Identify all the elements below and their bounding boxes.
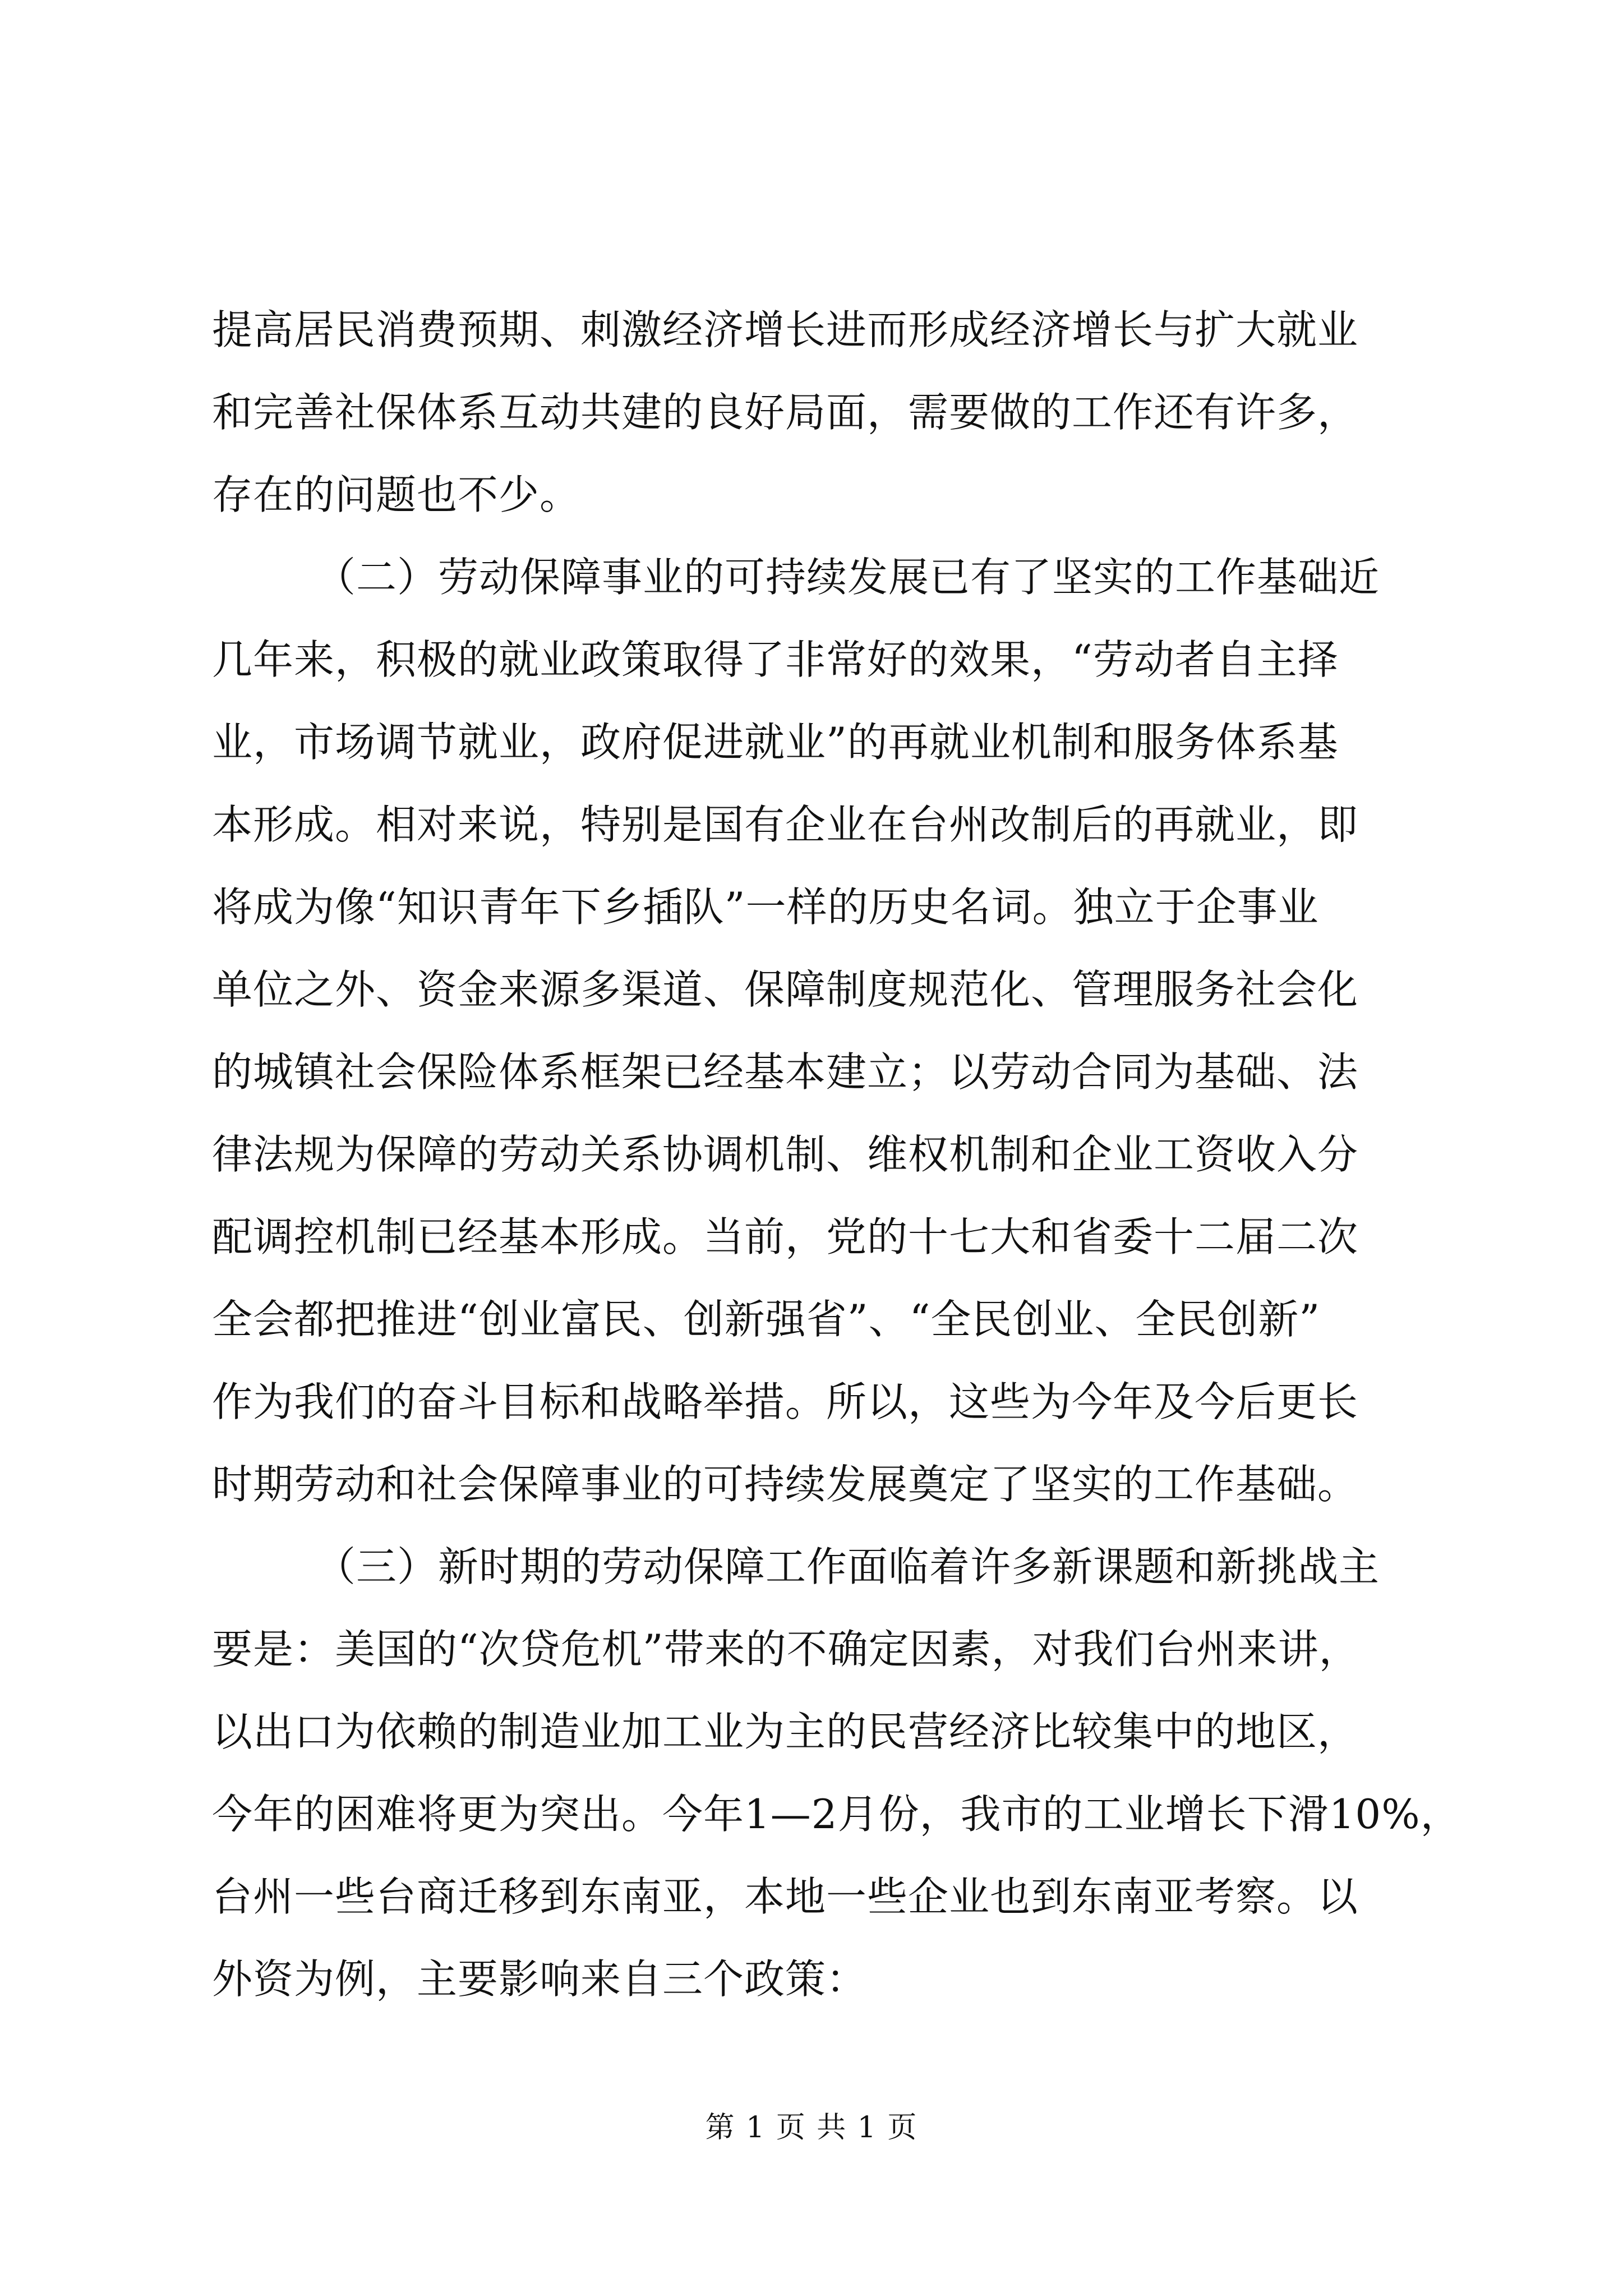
text-line: 提高居民消费预期、刺激经济增长进而形成经济增长与扩大就业: [212, 306, 1359, 353]
page-number-label: 第 1 页 共 1 页: [705, 2111, 918, 2145]
text-line: 存在的问题也不少。: [212, 471, 581, 518]
text-line: 几年来，积极的就业政策取得了非常好的效果，“劳动者自主择: [212, 636, 1339, 683]
paragraph-start-line: （三）新时期的劳动保障工作面临着许多新课题和新挑战主: [315, 1543, 1380, 1590]
text-line: 全会都把推进“创业富民、创新强省”、“全民创业、全民创新”: [212, 1296, 1321, 1343]
text-line: 将成为像“知识青年下乡插队”一样的历史名词。独立于企事业: [212, 884, 1319, 931]
text-line: 作为我们的奋斗目标和战略举措。所以，这些为今年及今后更长: [212, 1378, 1359, 1425]
text-line: 台州一些台商迁移到东南亚，本地一些企业也到东南亚考察。以: [212, 1873, 1359, 1920]
text-line: 业，市场调节就业，政府促进就业”的再就业机制和服务体系基: [212, 719, 1339, 766]
text-line: 本形成。相对来说，特别是国有企业在台州改制后的再就业，即: [212, 801, 1359, 848]
text-line: 以出口为依赖的制造业加工业为主的民营经济比较集中的地区，: [212, 1708, 1359, 1755]
page-footer: [0, 2104, 1623, 2146]
body-text: [212, 289, 1461, 2021]
text-line: 外资为例，主要影响来自三个政策：: [212, 1955, 868, 2003]
text-line: 单位之外、资金来源多渠道、保障制度规范化、管理服务社会化: [212, 966, 1359, 1013]
text-line: 律法规为保障的劳动关系协调机制、维权机制和企业工资收入分: [212, 1131, 1359, 1178]
text-line: 今年的困难将更为突出。今年1—2月份，我市的工业增长下滑10%，: [212, 1791, 1461, 1838]
text-line: 时期劳动和社会保障事业的可持续发展奠定了坚实的工作基础。: [212, 1461, 1359, 1508]
text-line: 配调控机制已经基本形成。当前，党的十七大和省委十二届二次: [212, 1213, 1359, 1260]
text-line: 要是：美国的“次贷危机”带来的不确定因素，对我们台州来讲，: [212, 1626, 1360, 1673]
paragraph-start-line: （二）劳动保障事业的可持续发展已有了坚实的工作基础近: [315, 554, 1380, 601]
text-line: 和完善社保体系互动共建的良好局面，需要做的工作还有许多，: [212, 389, 1359, 436]
text-line: 的城镇社会保险体系框架已经基本建立；以劳动合同为基础、法: [212, 1048, 1359, 1096]
